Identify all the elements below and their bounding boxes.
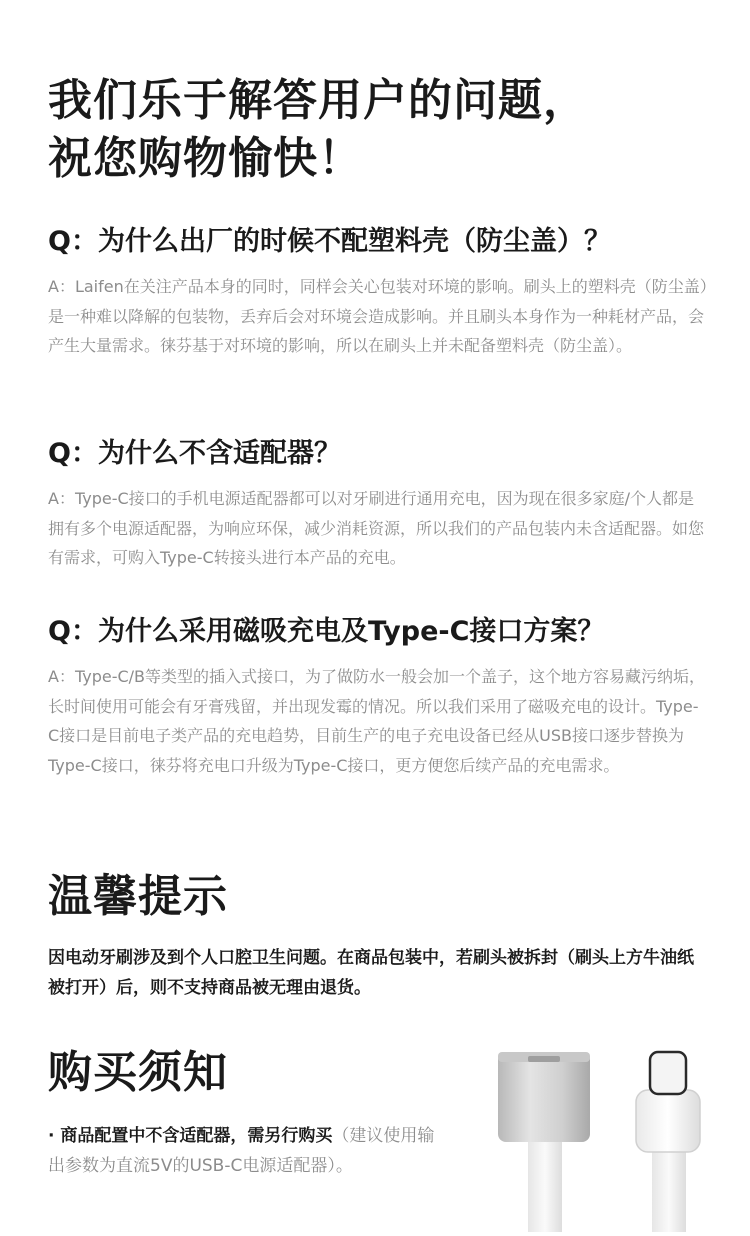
faq-item-dust-cover [48, 224, 708, 361]
purchase-note-main: · 商品配置中不含适配器，需另行购买 [48, 1126, 333, 1146]
purchase-note [48, 1122, 448, 1181]
usb-c-cable-icon [490, 1040, 720, 1232]
faq-item-magnetic-charging [48, 614, 708, 780]
faq-answer: A：Type-C接口的手机电源适配器都可以对牙刷进行通用充电，因为现在很多家庭/个人都是拥有多个电源适配器，为响应环保，减少消耗资源，所以我们的产品包装内未含适配器。如您有需求，可购入Type-C转接头进行本产品的充电。 [48, 489, 705, 567]
hero-heading [48, 72, 708, 188]
faq-question: Q：为什么采用磁吸充电及Type-C接口方案？ [48, 616, 605, 647]
purchase-title: 购买须知 [48, 1047, 228, 1098]
faq-answer: A：Laifen在关注产品本身的同时，同样会关心包装对环境的影响。刷头上的塑料壳（防尘盖）是一种难以降解的包装物，丢弃后会对环境会造成影响。并且刷头本身作为一种耗材产品，会产生大量需求。徕芬基于对环境的影响，所以在刷头上并未配备塑料壳（防尘盖）。 [48, 277, 708, 355]
faq-item-adapter [48, 436, 708, 573]
tips-text: 因电动牙刷涉及到个人口腔卫生问题。在商品包装中，若刷头被拆封（刷头上方牛油纸被打开）后，则不支持商品被无理由退货。 [48, 948, 694, 998]
hero-line-2: 祝您购物愉快！ [48, 133, 363, 184]
faq-question: Q：为什么出厂的时候不配塑料壳（防尘盖）？ [48, 226, 611, 257]
faq-question: Q：为什么不含适配器？ [48, 438, 341, 469]
hero-line-1: 我们乐于解答用户的问题， [48, 75, 588, 126]
tips-title: 温馨提示 [48, 871, 228, 922]
faq-answer: A：Type-C/B等类型的插入式接口，为了做防水一般会加一个盖子，这个地方容易藏污纳垢，长时间使用可能会有牙膏残留，并出现发霉的情况。所以我们采用了磁吸充电的设计。Type-C接口是目前电子类产品的充电趋势，目前生产的电子充电设备已经从USB接口逐步替换为Type-C接口，徕芬将充电口升级为Type-C接口，更方便您后续产品的充电需求。 [48, 667, 706, 775]
purchase-note-detail: （建议使用输出参数为直流5V的USB-C电源适配器）。 [48, 1126, 435, 1176]
